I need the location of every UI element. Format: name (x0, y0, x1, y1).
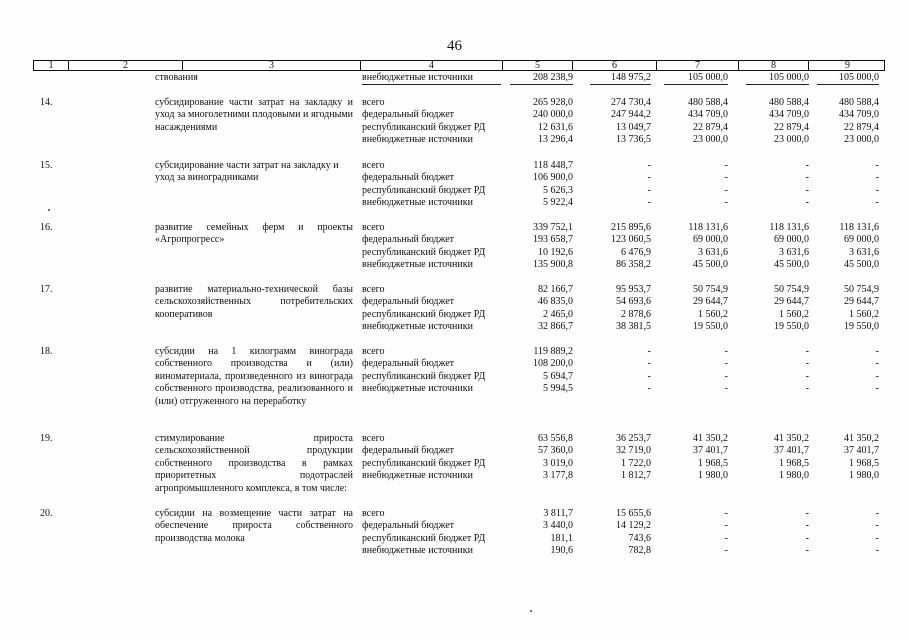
value-cell: 50 754,9 (693, 284, 728, 295)
value-cell: 23 000,0 (774, 134, 809, 146)
source-total: всего (362, 346, 385, 357)
row-values-col9 (817, 433, 879, 483)
source-republic: республиканский бюджет РД (362, 246, 486, 258)
value-cell: 1 560,2 (849, 308, 879, 320)
header-col-2: 2 (68, 61, 182, 71)
value-cell: 3 631,6 (698, 246, 728, 258)
value-cell: - (805, 172, 809, 184)
value-cell: 69 000,0 (774, 234, 809, 246)
row-sources (362, 222, 485, 272)
row-values-col9 (817, 508, 879, 558)
value-cell: 29 644,7 (774, 296, 809, 308)
value-cell: 22 879,4 (844, 121, 879, 133)
row-description: субсидии на 1 килограмм винограда собственного производства и (или) виноматериала, произведенного из винограда собственного производства, реализованного и (или) отгруженного на переработку (155, 346, 353, 407)
row-values-col5 (510, 433, 573, 483)
value-cell: 339 752,1 (533, 222, 573, 233)
continuation-desc: ствования (155, 72, 198, 83)
row-values-col6 (590, 222, 651, 272)
row-values-col7 (664, 508, 728, 558)
source-extra-budgetary: внебюджетные источники (362, 383, 473, 395)
value-cell: 69 000,0 (693, 234, 728, 246)
row-sources (362, 97, 485, 147)
row-number: 18. (40, 346, 53, 357)
value-cell: - (805, 520, 809, 532)
value-cell: 123 060,5 (611, 234, 651, 246)
value-cell: 32 866,7 (538, 321, 573, 333)
value-cell: - (875, 346, 879, 357)
source-extra-budgetary: внебюджетные источники (362, 134, 473, 146)
source-total: всего (362, 508, 385, 519)
value-cell: - (875, 160, 879, 171)
value-cell: 782,8 (628, 545, 651, 557)
value-cell: 50 754,9 (774, 284, 809, 295)
row-values-col7 (664, 284, 728, 334)
header-col-3: 3 (182, 61, 360, 71)
value-cell: 14 129,2 (616, 520, 651, 532)
value-cell: 2 878,6 (621, 308, 651, 320)
row-values-col8 (746, 97, 809, 147)
continuation-value-col9: 105 000,0 (817, 72, 879, 85)
value-cell: 135 900,8 (533, 259, 573, 271)
value-cell: - (724, 532, 728, 544)
value-cell: 1 980,0 (849, 470, 879, 482)
row-values-col6 (590, 508, 651, 558)
source-republic: республиканский бюджет РД (362, 532, 486, 544)
row-number: 15. (40, 160, 53, 171)
value-cell: - (724, 346, 728, 357)
value-cell: 118 131,6 (769, 222, 809, 233)
value-cell: 54 693,6 (616, 296, 651, 308)
value-cell: - (805, 508, 809, 519)
source-republic: республиканский бюджет РД (362, 121, 486, 133)
value-cell: 240 000,0 (533, 109, 573, 121)
row-values-col8 (746, 433, 809, 483)
row-values-col5 (510, 284, 573, 334)
value-cell: 12 631,6 (538, 121, 573, 133)
row-sources (362, 346, 485, 396)
value-cell: 50 754,9 (844, 284, 879, 295)
value-cell: 22 879,4 (774, 121, 809, 133)
value-cell: 119 889,2 (533, 346, 573, 357)
value-cell: - (724, 197, 728, 209)
value-cell: - (805, 370, 809, 382)
row-values-col9 (817, 346, 879, 396)
source-extra-budgetary: внебюджетные источники (362, 197, 473, 209)
value-cell: 22 879,4 (693, 121, 728, 133)
row-values-col8 (746, 508, 809, 558)
value-cell: 57 360,0 (538, 445, 573, 457)
value-cell: 274 730,4 (611, 97, 651, 108)
value-cell: 37 401,7 (774, 445, 809, 457)
value-cell: 37 401,7 (693, 445, 728, 457)
value-cell: 37 401,7 (844, 445, 879, 457)
row-values-col9 (817, 160, 879, 210)
header-col-4: 4 (360, 61, 502, 71)
value-cell: 19 550,0 (693, 321, 728, 333)
value-cell: 265 928,0 (533, 97, 573, 108)
row-description: субсидирование части затрат на закладку и уход за многолетними плодовыми и ягодными насаждениями (155, 97, 353, 133)
value-cell: 5 994,5 (543, 383, 573, 395)
value-cell: - (724, 508, 728, 519)
source-republic: республиканский бюджет РД (362, 184, 486, 196)
value-cell: - (724, 520, 728, 532)
value-cell: - (875, 184, 879, 196)
row-sources (362, 160, 485, 210)
source-extra-budgetary: внебюджетные источники (362, 545, 473, 557)
value-cell: 6 476,9 (621, 246, 651, 258)
value-cell: 215 895,6 (611, 222, 651, 233)
row-values-col5 (510, 160, 573, 210)
value-cell: 1 968,5 (849, 457, 879, 469)
header-col-1: 1 (48, 60, 54, 71)
value-cell: 38 381,5 (616, 321, 651, 333)
value-cell: 69 000,0 (844, 234, 879, 246)
value-cell: - (724, 184, 728, 196)
row-sources (362, 284, 485, 334)
value-cell: 118 131,6 (688, 222, 728, 233)
header-col-8: 8 (738, 61, 808, 71)
value-cell: 19 550,0 (774, 321, 809, 333)
value-cell: - (805, 346, 809, 357)
value-cell: 190,6 (550, 545, 573, 557)
value-cell: - (875, 197, 879, 209)
value-cell: - (875, 370, 879, 382)
value-cell: 181,1 (550, 532, 573, 544)
header-col-6: 6 (572, 61, 656, 71)
row-description: развитие материально-технической базы сельскохозяйственных потребительских кооперативов (155, 284, 353, 320)
value-cell: - (647, 160, 651, 171)
value-cell: 5 626,3 (543, 184, 573, 196)
value-cell: 247 944,2 (611, 109, 651, 121)
row-values-col7 (664, 160, 728, 210)
value-cell: - (875, 532, 879, 544)
value-cell: 46 835,0 (538, 296, 573, 308)
value-cell: 86 358,2 (616, 259, 651, 271)
value-cell: 1 980,0 (698, 470, 728, 482)
row-values-col6 (590, 97, 651, 147)
value-cell: 23 000,0 (693, 134, 728, 146)
value-cell: 434 709,0 (839, 109, 879, 121)
value-cell: 10 192,6 (538, 246, 573, 258)
source-extra-budgetary: внебюджетные источники (362, 470, 473, 482)
row-values-col5 (510, 508, 573, 558)
value-cell: 118 448,7 (533, 160, 573, 171)
value-cell: 13 296,4 (538, 134, 573, 146)
value-cell: - (647, 383, 651, 395)
row-values-col5 (510, 97, 573, 147)
source-extra-budgetary: внебюджетные источники (362, 321, 473, 333)
value-cell: 95 953,7 (616, 284, 651, 295)
row-values-col8 (746, 284, 809, 334)
value-cell: - (724, 160, 728, 171)
value-cell: 480 588,4 (688, 97, 728, 108)
scan-speck (48, 209, 50, 211)
value-cell: - (724, 545, 728, 557)
value-cell: 3 811,7 (543, 508, 573, 519)
source-federal: федеральный бюджет (362, 109, 455, 121)
continuation-source: внебюджетные источники (362, 72, 501, 85)
row-description: стимулирование прироста сельскохозяйственной продукции собственного производства в рамках приоритетных подотраслей агропромышленного комплекса, в том числе: (155, 433, 353, 494)
value-cell: 13 049,7 (616, 121, 651, 133)
value-cell: 29 644,7 (693, 296, 728, 308)
value-cell: 1 968,5 (698, 457, 728, 469)
value-cell: 1 812,7 (621, 470, 651, 482)
source-federal: федеральный бюджет (362, 172, 455, 184)
value-cell: - (875, 508, 879, 519)
value-cell: - (805, 545, 809, 557)
value-cell: 193 658,7 (533, 234, 573, 246)
source-federal: федеральный бюджет (362, 234, 455, 246)
source-total: всего (362, 222, 385, 233)
header-col-7: 7 (656, 61, 738, 71)
row-values-col9 (817, 284, 879, 334)
row-description: развитие семейных ферм и проекты «Агропрогресс» (155, 222, 353, 246)
value-cell: - (805, 160, 809, 171)
value-cell: 1 968,5 (779, 457, 809, 469)
value-cell: 5 694,7 (543, 370, 573, 382)
value-cell: 13 736,5 (616, 134, 651, 146)
value-cell: - (805, 532, 809, 544)
value-cell: 3 631,6 (779, 246, 809, 258)
source-total: всего (362, 160, 385, 171)
row-values-col7 (664, 97, 728, 147)
value-cell: 3 177,8 (543, 470, 573, 482)
value-cell: 1 980,0 (779, 470, 809, 482)
row-values-col6 (590, 433, 651, 483)
row-values-col6 (590, 346, 651, 396)
source-federal: федеральный бюджет (362, 520, 455, 532)
value-cell: - (805, 197, 809, 209)
value-cell: - (647, 184, 651, 196)
value-cell: 434 709,0 (688, 109, 728, 121)
value-cell: 108 200,0 (533, 358, 573, 370)
value-cell: - (875, 172, 879, 184)
value-cell: - (805, 184, 809, 196)
value-cell: - (724, 358, 728, 370)
value-cell: 15 655,6 (616, 508, 651, 519)
row-description: субсидирование части затрат на закладку и уход за виноградниками (155, 160, 339, 184)
row-number: 20. (40, 508, 53, 519)
source-republic: республиканский бюджет РД (362, 370, 486, 382)
source-total: всего (362, 97, 385, 108)
value-cell: - (805, 358, 809, 370)
value-cell: 63 556,8 (538, 433, 573, 444)
row-values-col5 (510, 346, 573, 396)
row-values-col9 (817, 222, 879, 272)
source-republic: республиканский бюджет РД (362, 457, 486, 469)
scan-speck (530, 610, 532, 612)
value-cell: 3 440,0 (543, 520, 573, 532)
value-cell: - (875, 383, 879, 395)
value-cell: 106 900,0 (533, 172, 573, 184)
value-cell: - (875, 545, 879, 557)
continuation-value-col7: 105 000,0 (664, 72, 728, 85)
row-number: 16. (40, 222, 53, 233)
table-header-row (33, 60, 885, 71)
value-cell: - (724, 383, 728, 395)
value-cell: 743,6 (628, 532, 651, 544)
row-values-col7 (664, 222, 728, 272)
row-number: 14. (40, 97, 53, 108)
continuation-value-col6: 148 975,2 (590, 72, 651, 85)
row-values-col8 (746, 222, 809, 272)
value-cell: 36 253,7 (616, 433, 651, 444)
value-cell: 1 722,0 (621, 457, 651, 469)
value-cell: 23 000,0 (844, 134, 879, 146)
row-number: 17. (40, 284, 53, 295)
source-federal: федеральный бюджет (362, 445, 455, 457)
header-col-9: 9 (808, 61, 886, 71)
value-cell: 2 465,0 (543, 308, 573, 320)
page-number: 46 (447, 38, 462, 54)
value-cell: 118 131,6 (839, 222, 879, 233)
row-values-col6 (590, 160, 651, 210)
row-sources (362, 433, 485, 483)
row-values-col8 (746, 160, 809, 210)
source-total: всего (362, 433, 385, 444)
value-cell: 32 719,0 (616, 445, 651, 457)
value-cell: 45 500,0 (693, 259, 728, 271)
value-cell: - (647, 370, 651, 382)
value-cell: - (875, 358, 879, 370)
value-cell: - (647, 172, 651, 184)
header-col-5: 5 (502, 61, 572, 71)
continuation-value-col8: 105 000,0 (746, 72, 809, 85)
source-federal: федеральный бюджет (362, 358, 455, 370)
value-cell: 434 709,0 (769, 109, 809, 121)
value-cell: 480 588,4 (769, 97, 809, 108)
value-cell: 1 560,2 (698, 308, 728, 320)
value-cell: 1 560,2 (779, 308, 809, 320)
value-cell: 45 500,0 (844, 259, 879, 271)
row-values-col6 (590, 284, 651, 334)
row-sources (362, 508, 485, 558)
row-values-col7 (664, 346, 728, 396)
value-cell: 29 644,7 (844, 296, 879, 308)
value-cell: - (724, 370, 728, 382)
value-cell: - (875, 520, 879, 532)
value-cell: 82 166,7 (538, 284, 573, 295)
continuation-value-col5: 208 238,9 (510, 72, 573, 85)
value-cell: - (805, 383, 809, 395)
value-cell: 41 350,2 (693, 433, 728, 444)
value-cell: 45 500,0 (774, 259, 809, 271)
source-extra-budgetary: внебюджетные источники (362, 259, 473, 271)
value-cell: - (724, 172, 728, 184)
source-republic: республиканский бюджет РД (362, 308, 486, 320)
row-values-col5 (510, 222, 573, 272)
row-description: субсидии на возмещение части затрат на обеспечение прироста собственного производства молока (155, 508, 353, 544)
row-values-col8 (746, 346, 809, 396)
row-values-col7 (664, 433, 728, 483)
value-cell: - (647, 346, 651, 357)
value-cell: 3 631,6 (849, 246, 879, 258)
row-values-col9 (817, 97, 879, 147)
value-cell: 5 922,4 (543, 197, 573, 209)
value-cell: 19 550,0 (844, 321, 879, 333)
source-total: всего (362, 284, 385, 295)
value-cell: 41 350,2 (844, 433, 879, 444)
value-cell: - (647, 358, 651, 370)
row-number: 19. (40, 433, 53, 444)
source-federal: федеральный бюджет (362, 296, 455, 308)
value-cell: - (647, 197, 651, 209)
value-cell: 3 019,0 (543, 457, 573, 469)
value-cell: 480 588,4 (839, 97, 879, 108)
value-cell: 41 350,2 (774, 433, 809, 444)
